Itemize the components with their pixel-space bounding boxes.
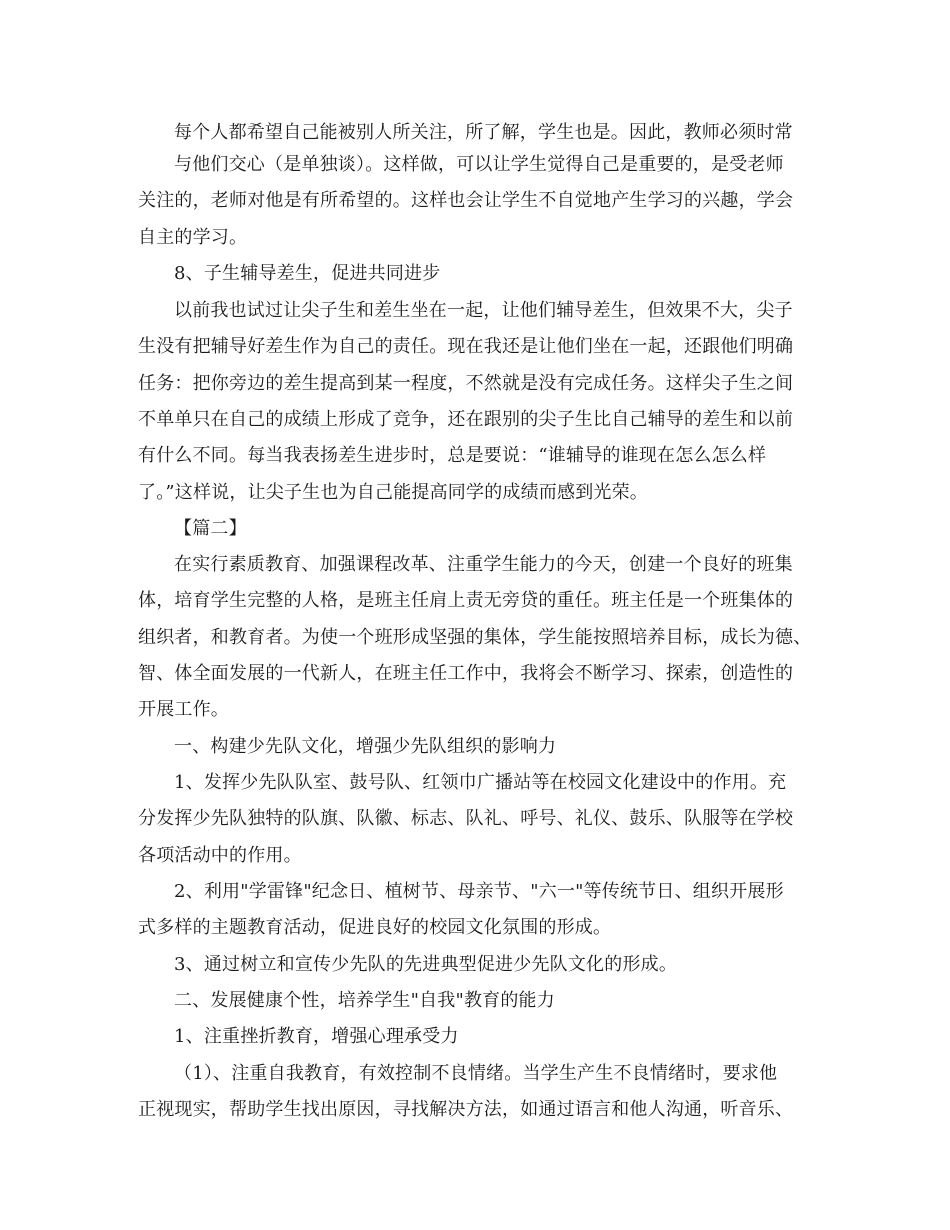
text-line: 体，培育学生完整的人格，是班主任肩上责无旁贷的重任。班主任是一个班集体的 [138,590,794,611]
text-line: 与他们交心（是单独谈）。这样做，可以让学生觉得自己是重要的，是受老师 [174,154,784,175]
text-line: 以前我也试过让尖子生和差生坐在一起，让他们辅导差生，但效果不大，尖子 [174,300,793,321]
section-heading: 1、注重挫折教育，增强心理承受力 [174,1026,459,1047]
section-heading: 二、发展健康个性，培养学生"自我"教育的能力 [174,990,555,1011]
section-heading: 一、构建少先队文化，增强少先队组织的影响力 [174,736,557,757]
text-line: 组织者，和教育者。为使一个班形成坚强的集体，学生能按照培养目标，成长为德、 [138,627,812,648]
text-line: 每个人都希望自己能被别人所关注，所了解，学生也是。因此，教师必须时常 [174,122,793,143]
text-line: （1）、注重自我教育，有效控制不良情绪。当学生产生不良情绪时，要求他 [174,1063,778,1084]
text-line: 任务：把你旁边的差生提高到某一程度，不然就是没有完成任务。这样尖子生之间 [138,373,794,394]
text-line: 在实行素质教育、加强课程改革、注重学生能力的今天，创建一个良好的班集 [174,554,793,575]
text-line: 了。”这样说，让尖子生也为自己能提高同学的成绩而感到光荣。 [138,482,648,503]
text-line: 3、通过树立和宣传少先队的先进典型促进少先队文化的形成。 [174,954,678,975]
section-heading: 8、子生辅导差生，促进共同进步 [174,263,441,284]
text-line: 关注的，老师对他是有所希望的。这样也会让学生不自觉地产生学习的兴趣，学会 [138,190,794,211]
text-line: 开展工作。 [138,699,229,720]
text-line: 不单单只在自己的成绩上形成了竞争，还在跟别的尖子生比自己辅导的差生和以前 [138,409,794,430]
text-line: 智、体全面发展的一代新人，在班主任工作中，我将会不断学习、探索，创造性的 [138,663,794,684]
text-line: 各项活动中的作用。 [138,845,302,866]
text-line: 自主的学习。 [138,227,248,248]
text-line: 1、发挥少先队队室、鼓号队、红领巾广播站等在校园文化建设中的作用。充 [174,772,787,793]
text-line: 正视现实，帮助学生找出原因，寻找解决方法，如通过语言和他人沟通，听音乐、 [138,1099,794,1120]
section-title: 【篇二】 [174,518,247,539]
text-line: 2、利用"学雷锋"纪念日、植树节、母亲节、"六一"等传统节日、组织开展形 [174,881,784,902]
text-line: 有什么不同。每当我表扬差生进步时，总是要说：“谁辅导的谁现在怎么怎么样 [138,445,767,466]
text-line: 式多样的主题教育活动，促进良好的校园文化氛围的形成。 [138,917,612,938]
text-line: 生没有把辅导好差生作为自己的责任。现在我还是让他们坐在一起，还跟他们明确 [138,336,794,357]
text-line: 分发挥少先队独特的队旗、队徽、标志、队礼、呼号、礼仪、鼓乐、队服等在学校 [138,808,794,829]
